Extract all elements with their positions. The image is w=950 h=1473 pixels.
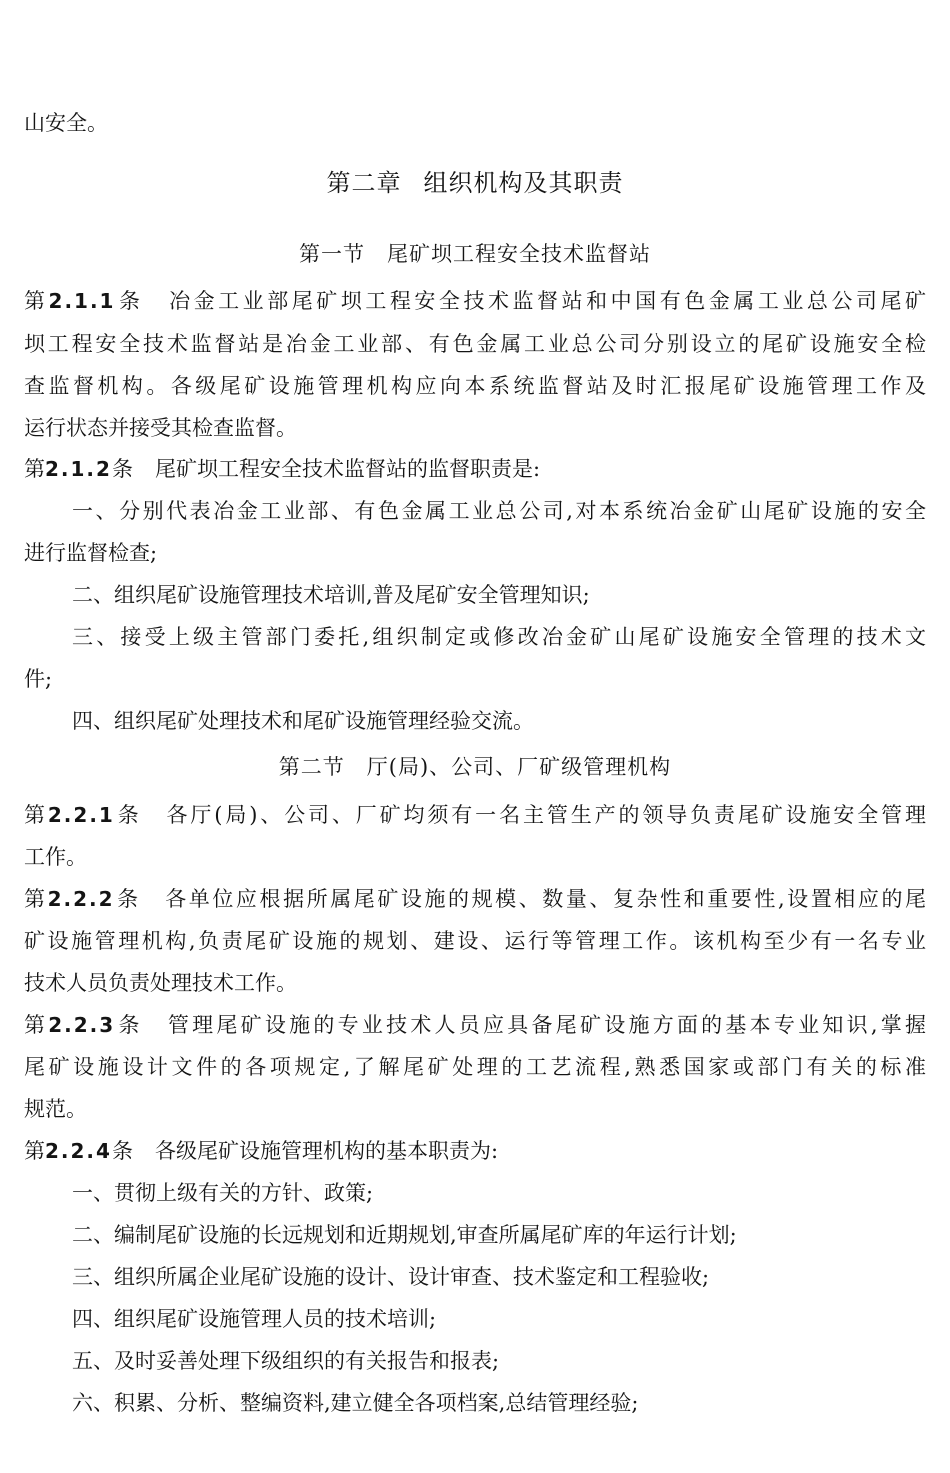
article-number: 2.1.1 <box>48 289 116 313</box>
article-2-2-4-line-1 <box>24 1136 926 1166</box>
article-2-1-2-line-1 <box>24 454 926 484</box>
article-text: 管理尾矿设施的专业技术人员应具备尾矿设施方面的基本专业知识,掌握 <box>164 1013 927 1037</box>
article-2-2-4-item-5: 五、及时妥善处理下级组织的有关报告和报表; <box>72 1349 500 1373</box>
article-number: 2.2.1 <box>47 803 115 827</box>
article-2-1-1-line-4: 运行状态并接受其检查监督。 <box>24 416 297 440</box>
article-2-2-4-item-3: 三、组织所属企业尾矿设施的设计、设计审查、技术鉴定和工程验收; <box>72 1265 710 1289</box>
article-2-2-2-line-2: 矿设施管理机构,负责尾矿设施的规划、建设、运行等管理工作。该机构至少有一名专业 <box>24 929 926 953</box>
article-2-2-1-line-1 <box>24 800 926 830</box>
chapter-label: 第二章 <box>326 169 402 197</box>
section-label: 第一节 <box>299 242 365 266</box>
article-suffix: 条 <box>111 1139 133 1163</box>
article-2-1-2-item-1: 一、分别代表冶金工业部、有色金属工业总公司,对本系统冶金矿山尾矿设施的安全 <box>72 499 926 523</box>
article-text: 各级尾矿设施管理机构的基本职责为: <box>154 1139 499 1163</box>
article-2-2-3-line-1 <box>24 1010 926 1040</box>
section-title: 尾矿坝工程安全技术监督站 <box>387 242 651 266</box>
article-prefix: 第 <box>24 887 48 911</box>
article-number: 2.2.2 <box>47 887 115 911</box>
chapter-heading <box>0 166 950 200</box>
article-suffix: 条 <box>114 803 142 827</box>
article-text: 冶金工业部尾矿坝工程安全技术监督站和中国有色金属工业总公司尾矿 <box>165 289 926 313</box>
article-2-1-1-line-3: 查监督机构。各级尾矿设施管理机构应向本系统监督站及时汇报尾矿设施管理工作及 <box>24 374 926 398</box>
article-2-1-2-item-2: 二、组织尾矿设施管理技术培训,普及尾矿安全管理知识; <box>72 583 590 607</box>
article-2-1-1-line-2: 坝工程安全技术监督站是冶金工业部、有色金属工业总公司分别设立的尾矿设施安全检 <box>24 332 926 356</box>
article-number: 2.1.2 <box>45 457 112 481</box>
article-2-2-1-line-2: 工作。 <box>24 845 87 869</box>
article-2-2-4-item-2: 二、编制尾矿设施的长远规划和近期规划,审查所属尾矿库的年运行计划; <box>72 1223 737 1247</box>
section-title: 厅(局)、公司、厂矿级管理机构 <box>366 755 672 779</box>
article-2-1-2-item-4: 四、组织尾矿处理技术和尾矿设施管理经验交流。 <box>72 709 534 733</box>
article-2-1-2-item-3-cont: 件; <box>24 667 53 691</box>
article-2-1-1-line-1 <box>24 286 926 316</box>
article-number: 2.2.4 <box>45 1139 112 1163</box>
article-text: 各单位应根据所属尾矿设施的规模、数量、复杂性和重要性,设置相应的尾 <box>162 887 927 911</box>
article-2-2-4-item-4: 四、组织尾矿设施管理人员的技术培训; <box>72 1307 437 1331</box>
chapter-title: 组织机构及其职责 <box>423 169 624 197</box>
section-heading-2 <box>0 752 950 782</box>
continuation-line: 山安全。 <box>24 111 108 135</box>
article-2-2-4-item-1: 一、贯彻上级有关的方针、政策; <box>72 1181 374 1205</box>
article-2-1-2-item-3: 三、接受上级主管部门委托,组织制定或修改冶金矿山尾矿设施安全管理的技术文 <box>72 625 926 649</box>
article-suffix: 条 <box>115 1013 143 1037</box>
article-suffix: 条 <box>111 457 133 481</box>
article-prefix: 第 <box>24 457 45 481</box>
article-number: 2.2.3 <box>48 1013 116 1037</box>
article-text: 各厅(局)、公司、厂矿均须有一名主管生产的领导负责尾矿设施安全管理 <box>163 803 927 827</box>
article-2-1-2-item-1-cont: 进行监督检查; <box>24 541 158 565</box>
article-prefix: 第 <box>24 1139 45 1163</box>
article-2-2-3-line-2: 尾矿设施设计文件的各项规定,了解尾矿处理的工艺流程,熟悉国家或部门有关的标准 <box>24 1055 926 1079</box>
article-text: 尾矿坝工程安全技术监督站的监督职责是: <box>154 457 541 481</box>
article-2-2-3-line-3: 规范。 <box>24 1097 87 1121</box>
article-2-2-2-line-1 <box>24 884 926 914</box>
article-prefix: 第 <box>24 803 48 827</box>
article-2-2-4-item-6: 六、积累、分析、整编资料,建立健全各项档案,总结管理经验; <box>72 1391 639 1415</box>
section-label: 第二节 <box>278 755 345 779</box>
article-suffix: 条 <box>115 289 144 313</box>
article-prefix: 第 <box>24 1013 49 1037</box>
section-heading-1 <box>0 239 950 269</box>
article-prefix: 第 <box>24 289 49 313</box>
article-suffix: 条 <box>114 887 141 911</box>
article-2-2-2-line-3: 技术人员负责处理技术工作。 <box>24 971 297 995</box>
